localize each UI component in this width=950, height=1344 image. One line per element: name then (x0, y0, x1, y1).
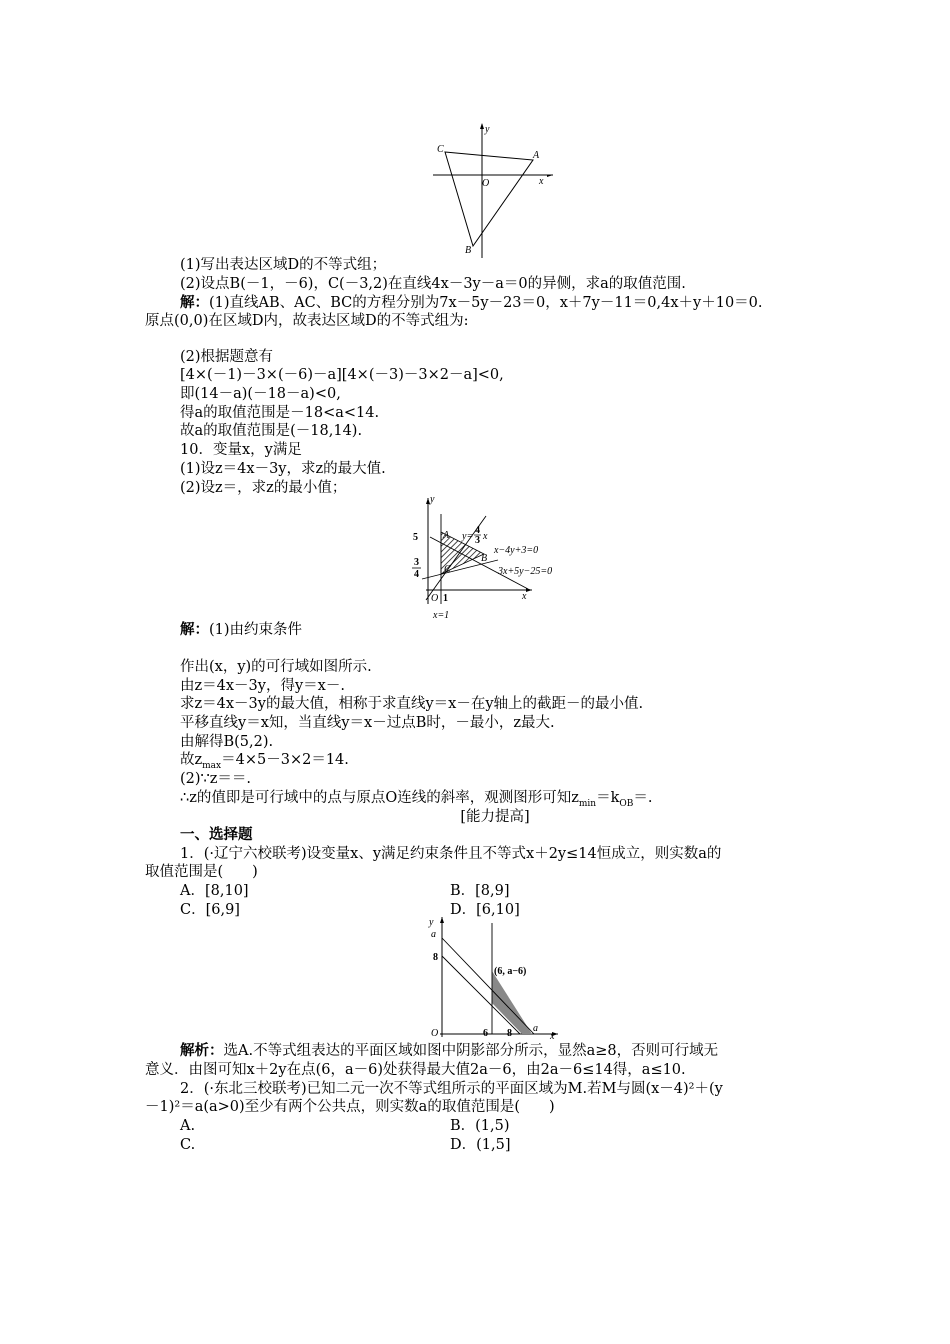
p10-solution-line-2: 作出(x，y)的可行域如图所示. (180, 659, 372, 675)
origin-label: O (431, 1028, 439, 1039)
mc2-stem-line-1: 2．(·东北三校联考)已知二元一次不等式组所示的平面区域为M.若M与圆(x－4)²＋(y (180, 1081, 723, 1097)
mc1-stem-line-2: 取值范围是( ) (145, 864, 258, 880)
mc1-solution-line-2: 意义．由图可知x＋2y在点(6，a－6)处获得最大值2a－6，由2a－6≤14得，a≤10. (145, 1062, 686, 1078)
line-y-x: x (483, 531, 488, 542)
line-1-label: x−4y+3=0 (494, 545, 539, 556)
subscript: max (202, 760, 222, 771)
tick-5: 5 (413, 532, 418, 543)
p9-solution-text: (1)直线AB、AC、BC的方程分别为7x－5y－23＝0，x＋7y－11＝0,4x＋y＋10＝0. (209, 295, 763, 311)
solution-label: 解： (180, 294, 209, 311)
mc1-solution-line-1 (180, 1042, 718, 1060)
axis-x-label: x (539, 176, 544, 187)
mc1-option-d: D．[6,10] (450, 902, 520, 918)
mc2-option-d: D．(1,5] (450, 1137, 511, 1153)
line-y-label: y= (462, 531, 474, 542)
tick-3-over-4-num: 3 (414, 557, 419, 568)
p9-solution-line-2: 原点(0,0)在区域D内，故表达区域D的不等式组为: (145, 313, 469, 329)
p9-part2-line-3: 即(14－a)(－18－a)<0, (180, 386, 341, 402)
section-subtitle: 一、选择题 (180, 826, 253, 843)
p9-question-1: (1)写出表达区域D的不等式组； (180, 257, 387, 273)
tick-1: 1 (443, 593, 448, 604)
mc2-option-a: A. (180, 1118, 196, 1134)
p10-solution-line-1 (180, 621, 302, 639)
triangle-figure (425, 120, 560, 260)
axis-x-label: x (550, 1031, 555, 1041)
solution-label: 解： (180, 621, 209, 638)
origin-label: O (431, 593, 439, 604)
tick-6: 6 (483, 1028, 488, 1039)
feasible-region-figure (408, 494, 580, 622)
mc1-option-b: B．[8,9] (450, 883, 510, 899)
origin-label: O (482, 178, 490, 189)
p9-part2-line-1: (2)根据题意有 (180, 349, 274, 365)
point-label: (6, a−6) (494, 966, 527, 977)
mc1-option-c: C．[6,9] (180, 902, 240, 918)
subscript: OB (619, 798, 634, 809)
line-y-frac-num: 4 (475, 525, 480, 536)
text-part: ＝. (633, 790, 653, 806)
p9-question-2: (2)设点B(－1，－6)，C(－3,2)在直线4x－3y－a＝0的异侧，求a的取值范围. (180, 276, 686, 292)
subscript: min (578, 798, 597, 809)
p10-solution-line-9 (180, 789, 653, 813)
tick-a-x: a (533, 1023, 538, 1034)
mc2-option-c: C. (180, 1137, 196, 1153)
mc2-stem-line-2: －1)²＝a(a>0)至少有两个公共点，则实数a的取值范围是( ) (145, 1099, 555, 1115)
mc1-option-a: A．[8,10] (180, 883, 249, 899)
p10-question-1: (1)设z＝4x－3y，求z的最大值. (180, 461, 386, 477)
tick-8: 8 (433, 952, 438, 963)
shaded-region-figure (425, 913, 565, 1041)
tick-3-over-4-den: 4 (414, 569, 419, 580)
line-x1-label: x=1 (433, 610, 450, 621)
p10-solution-text: (1)由约束条件 (209, 622, 303, 638)
axis-y-label: y (429, 917, 434, 928)
text-part: ＝4×5－3×2＝14. (221, 752, 349, 768)
line-2-label: 3x+5y−25=0 (498, 566, 553, 577)
point-c-label: C (437, 144, 444, 155)
p10-solution-line-5: 平移直线y＝x知，当直线y＝x－过点B时，－最小，z最大. (180, 715, 555, 731)
axis-x-label: x (522, 591, 527, 602)
p10-solution-line-3: 由z＝4x－3y，得y＝x－. (180, 678, 345, 694)
point-a-label: A (443, 530, 450, 541)
p9-solution-line-1 (180, 294, 763, 312)
mc1-solution-text: 选A.不等式组表达的平面区域如图中阴影部分所示，显然a≥8，否则可行域无 (223, 1043, 719, 1059)
text-part: ∴z的值即是可行域中的点与原点O连线的斜率，观测图形可知z (180, 790, 579, 806)
tick-a: a (431, 929, 436, 940)
p10-solution-line-6: 由解得B(5,2). (180, 734, 274, 750)
p10-solution-line-8: (2)∵z＝＝. (180, 771, 252, 787)
section-title: [能力提高] (460, 809, 530, 825)
tick-8-x: 8 (507, 1028, 512, 1039)
p9-part2-line-5: 故a的取值范围是(－18,14). (180, 423, 363, 439)
point-b-label: B (481, 553, 488, 564)
point-a-label: A (533, 150, 540, 161)
p9-part2-line-4: 得a的取值范围是－18<a<14. (180, 405, 380, 421)
point-b-label: B (465, 245, 472, 256)
line-y-frac-den: 3 (475, 535, 480, 546)
p9-part2-line-2: [4×(－1)－3×(－6)－a][4×(－3)－3×2－a]<0, (180, 367, 504, 383)
axis-y-label: y (430, 494, 435, 505)
p10-stem: 10．变量x，y满足 (180, 442, 302, 458)
text-part: 故z (180, 752, 203, 768)
mc1-stem-line-1: 1．(·辽宁六校联考)设变量x、y满足约束条件且不等式x＋2y≤14恒成立，则实数a的 (180, 846, 722, 862)
p10-solution-line-4: 求z＝4x－3y的最大值，相称于求直线y＝x－在y轴上的截距－的最小值. (180, 696, 644, 712)
point-c-label: C (444, 564, 451, 575)
solution-label: 解析： (180, 1042, 224, 1059)
axis-y-label: y (485, 124, 490, 135)
p10-question-2: (2)设z＝，求z的最小值； (180, 480, 347, 496)
text-part: ＝k (596, 790, 620, 806)
mc2-option-b: B．(1,5) (450, 1118, 510, 1134)
